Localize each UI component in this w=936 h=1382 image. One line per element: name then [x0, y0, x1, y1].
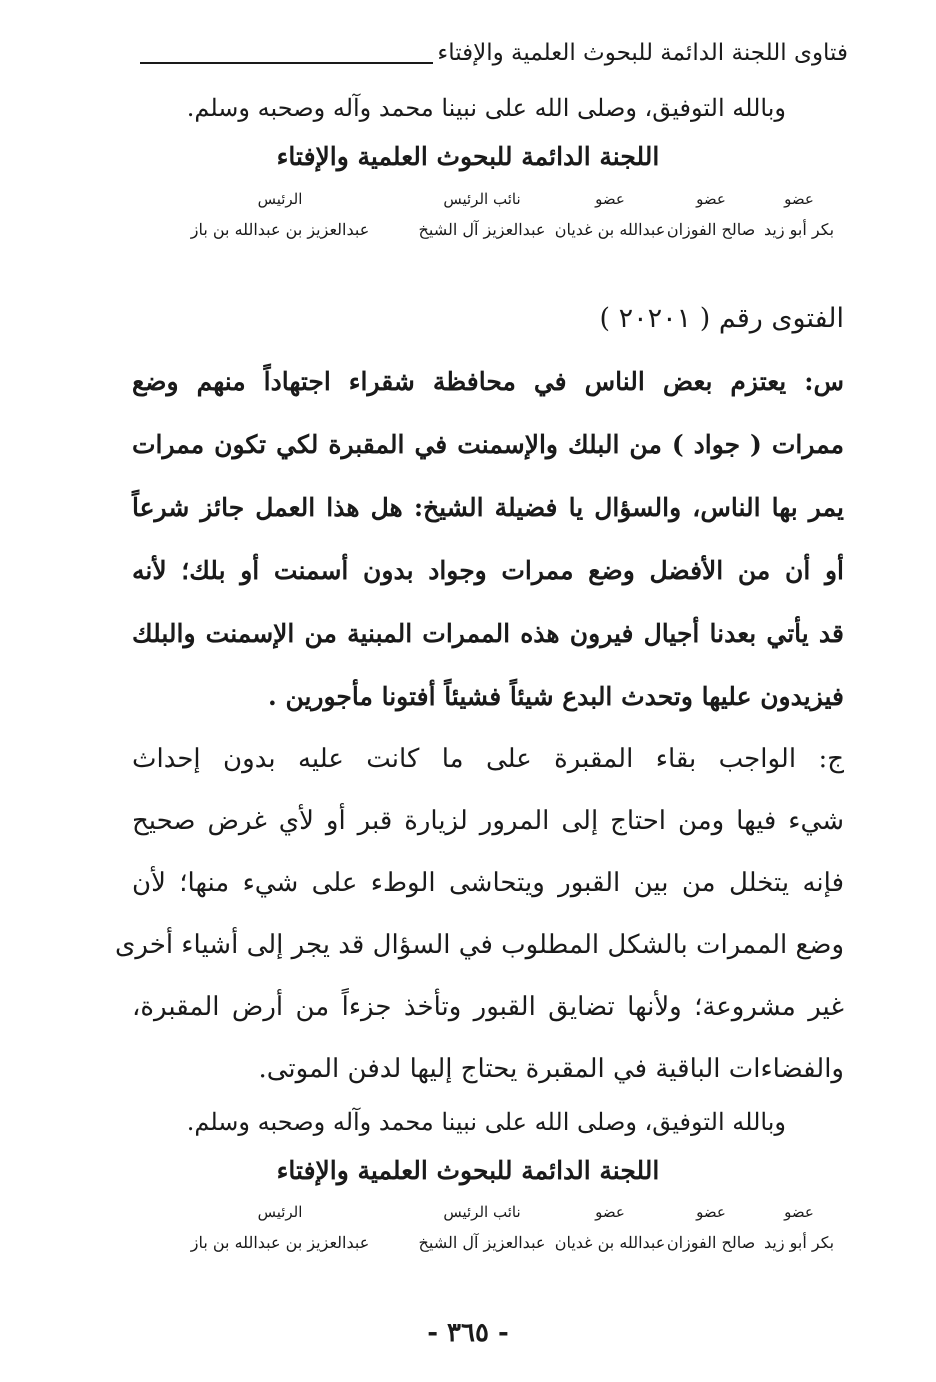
question-block [132, 350, 844, 728]
signatory-role: عضو [595, 1203, 625, 1221]
signatories-top [150, 190, 842, 239]
signatory-role: عضو [784, 1203, 814, 1221]
signatories-bottom [150, 1203, 842, 1252]
signatory-role: الرئيس [257, 190, 303, 208]
closing-formula-bottom: وبالله التوفيق، وصلى الله على نبينا محمد وآله وصحبه وسلم. [186, 1108, 786, 1136]
answer-line: ج: الواجب بقاء المقبرة على ما كانت عليه بدون إحداث [132, 744, 844, 774]
signatory-role: عضو [595, 190, 625, 208]
question-line: س: يعتزم بعض الناس في محافظة شقراء اجتهاداً منهم وضع [132, 367, 844, 396]
header-title: فتاوى اللجنة الدائمة للبحوث العلمية والإفتاء [437, 40, 848, 66]
signatory-name: عبدالعزيز آل الشيخ [418, 1233, 546, 1252]
answer-line: غير مشروعة؛ ولأنها تضايق القبور وتأخذ جزءاً من أرض المقبرة، [132, 992, 844, 1022]
signatory-name: عبدالعزيز بن عبدالله بن باز [190, 1233, 370, 1252]
question-line: أو أن من الأفضل وضع ممرات وجواد بدون أسمنت أو بلك؛ لأنه [132, 556, 844, 585]
signatory-role: عضو [696, 1203, 726, 1221]
answer-block [115, 728, 844, 1100]
signatory-role: عضو [696, 190, 726, 208]
closing-formula-top: وبالله التوفيق، وصلى الله على نبينا محمد وآله وصحبه وسلم. [186, 94, 786, 122]
fatwa-number: الفتوى رقم ( ٢٠٢٠١ ) [599, 303, 844, 334]
signatory-name: بكر أبو زيد [763, 220, 835, 239]
header-rule [140, 62, 433, 64]
signatory-role: نائب الرئيس [443, 190, 521, 208]
running-header [140, 40, 848, 80]
question-line: قد يأتي بعدنا أجيال فيرون هذه الممرات المبنية من الإسمنت والبلك [132, 619, 844, 648]
question-line: يمر بها الناس، والسؤال يا فضيلة الشيخ: هل هذا العمل جائز شرعاً [132, 493, 844, 522]
signatory-name: صالح الفوزان [666, 1233, 756, 1252]
question-line: ممرات ( جواد ) من البلك والإسمنت في المقبرة لكي تكون ممرات [132, 430, 844, 459]
answer-line: فإنه يتخلل من بين القبور ويتحاشى الوطء على شيء منها؛ لأن [132, 868, 844, 898]
answer-line: وضع الممرات بالشكل المطلوب في السؤال قد يجر إلى أشياء أخرى [115, 930, 844, 960]
committee-name-bottom: اللجنة الدائمة للبحوث العلمية والإفتاء [276, 1156, 660, 1185]
signatory-name: عبدالعزيز بن عبدالله بن باز [190, 220, 370, 239]
signatory-name: عبدالعزيز آل الشيخ [418, 220, 546, 239]
question-line: فيزيدون عليها وتحدث البدع شيئاً فشيئاً أفتونا مأجورين . [268, 682, 844, 711]
answer-line: والفضاءات الباقية في المقبرة يحتاج إليها لدفن الموتى. [258, 1054, 844, 1084]
signatory-role: عضو [784, 190, 814, 208]
signatory-name: عبدالله بن غديان [554, 1233, 666, 1252]
signatory-name: عبدالله بن غديان [554, 220, 666, 239]
signatory-role: نائب الرئيس [443, 1203, 521, 1221]
signatory-role: الرئيس [257, 1203, 303, 1221]
signatory-name: صالح الفوزان [666, 220, 756, 239]
answer-line: شيء فيها ومن احتاج إلى المرور لزيارة قبر أو لأي غرض صحيح [132, 806, 844, 836]
signatory-name: بكر أبو زيد [763, 1233, 835, 1252]
page-number: - ٣٦٥ - [427, 1318, 509, 1348]
committee-name-top: اللجنة الدائمة للبحوث العلمية والإفتاء [276, 142, 660, 171]
